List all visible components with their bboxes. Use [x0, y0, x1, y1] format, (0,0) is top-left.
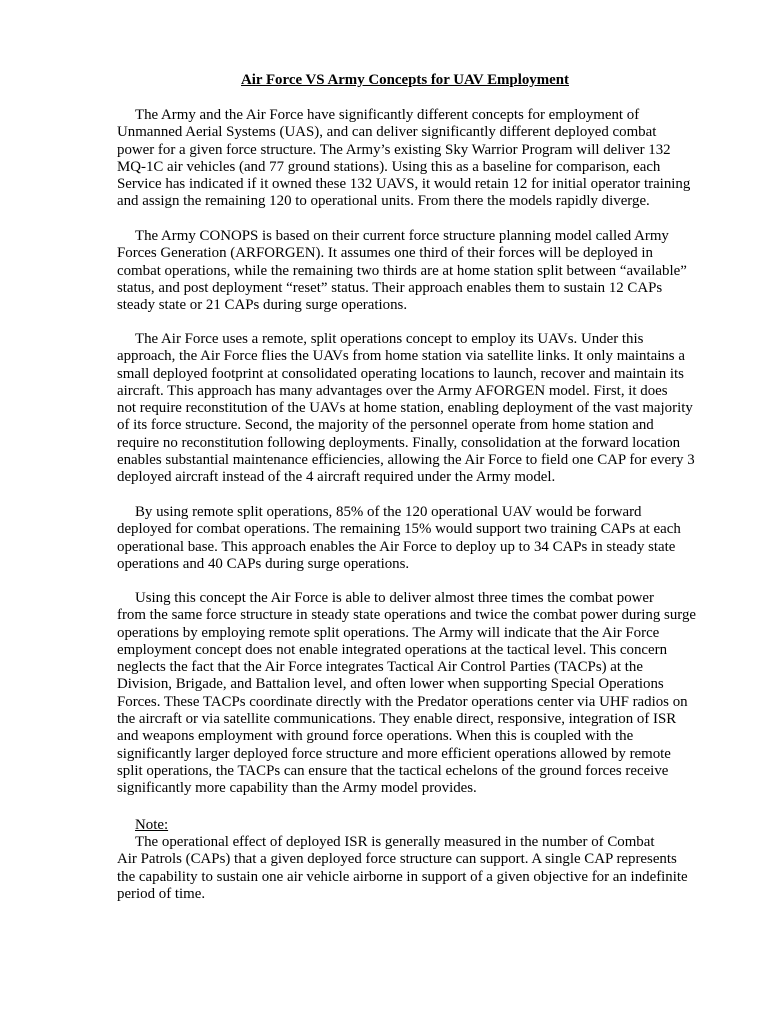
- text-line: the capability to sustain one air vehicle airborne in support of a given objective for an indefinite: [117, 868, 688, 885]
- text-line: the aircraft or via satellite communications. They enable direct, responsive, integration of ISR: [117, 711, 677, 728]
- note-label: Note:: [135, 817, 169, 833]
- text-line: MQ-1C air vehicles (and 77 ground stations). Using this as a baseline for comparison, each: [117, 158, 661, 175]
- text-line: Unmanned Aerial Systems (UAS), and can deliver significantly different deployed combat: [117, 124, 657, 141]
- text-line: Air Patrols (CAPs) that a given deployed force structure can support. A single CAP represents: [117, 851, 677, 868]
- text-line: operations and 40 CAPs during surge operations.: [117, 555, 410, 572]
- text-line: By using remote split operations, 85% of the 120 operational UAV would be forward: [135, 504, 642, 520]
- text-line: Forces Generation (ARFORGEN). It assumes one third of their forces will be deployed in: [117, 245, 653, 262]
- document-title: Air Force VS Army Concepts for UAV Employment: [241, 72, 569, 88]
- text-line: approach, the Air Force flies the UAVs from home station via satellite links. It only maintains a: [117, 348, 685, 365]
- text-line: significantly more capability than the Army model provides.: [117, 780, 477, 797]
- paragraph-5: [117, 590, 697, 798]
- text-line: status, and post deployment “reset” status. Their approach enables them to sustain 12 CAPs: [117, 279, 663, 296]
- paragraph-3: [117, 331, 695, 487]
- text-line: power for a given force structure. The Army’s existing Sky Warrior Program will deliver 132: [117, 141, 671, 158]
- text-line: from the same force structure in steady state operations and twice the combat power during surge: [117, 607, 697, 624]
- text-line: split operations, the TACPs can ensure that the tactical echelons of the ground forces receive: [117, 762, 669, 779]
- text-line: Forces. These TACPs coordinate directly with the Predator operations center via UHF radios on: [117, 693, 688, 710]
- text-line: employment concept does not enable integrated operations at the tactical level. This concern: [117, 641, 668, 658]
- text-line: of its force structure. Second, the majority of the personnel operate from home station and: [117, 417, 654, 434]
- paragraph-2: [117, 228, 687, 314]
- paragraph-4: [117, 504, 681, 573]
- text-line: operations by employing remote split operations. The Army will indicate that the Air Force: [117, 624, 660, 641]
- text-line: deployed for combat operations. The remaining 15% would support two training CAPs at each: [117, 521, 681, 538]
- text-line: The Army and the Air Force have significantly different concepts for employment of: [135, 107, 640, 123]
- paragraph-1: [117, 107, 691, 211]
- text-line: neglects the fact that the Air Force integrates Tactical Air Control Parties (TACPs) at the: [117, 659, 643, 676]
- text-line: enables substantial maintenance efficiencies, allowing the Air Force to field one CAP for every 3: [117, 452, 695, 469]
- text-line: significantly larger deployed force structure and more efficient operations allowed by remote: [117, 745, 671, 762]
- text-line: Division, Brigade, and Battalion level, and often lower when supporting Special Operations: [117, 676, 664, 693]
- text-line: deployed aircraft instead of the 4 aircraft required under the Army model.: [117, 469, 556, 486]
- text-line: The operational effect of deployed ISR is generally measured in the number of Combat: [135, 834, 655, 850]
- text-line: and weapons employment with ground force operations. When this is coupled with the: [117, 728, 634, 745]
- text-line: combat operations, while the remaining two thirds are at home station split between “available”: [117, 262, 687, 279]
- text-line: small deployed footprint at consolidated operating locations to launch, recover and maintain its: [117, 365, 684, 382]
- text-line: The Army CONOPS is based on their current force structure planning model called Army: [135, 228, 669, 244]
- text-line: steady state or 21 CAPs during surge operations.: [117, 297, 408, 314]
- text-line: operational base. This approach enables the Air Force to deploy up to 34 CAPs in steady state: [117, 538, 676, 555]
- text-line: aircraft. This approach has many advantages over the Army AFORGEN model. First, it does: [117, 382, 668, 399]
- text-line: period of time.: [117, 885, 206, 902]
- text-line: Using this concept the Air Force is able to deliver almost three times the combat power: [135, 590, 654, 606]
- text-line: The Air Force uses a remote, split operations concept to employ its UAVs. Under this: [135, 331, 644, 347]
- text-line: Service has indicated if it owned these 132 UAVS, it would retain 12 for initial operator training: [117, 176, 691, 193]
- text-line: require no reconstitution following deployments. Finally, consolidation at the forward location: [117, 434, 681, 451]
- note-paragraph: [117, 834, 688, 903]
- text-line: not require reconstitution of the UAVs at home station, enabling deployment of the vast majority: [117, 400, 693, 417]
- text-line: and assign the remaining 120 to operational units. From there the models rapidly diverge.: [117, 193, 650, 210]
